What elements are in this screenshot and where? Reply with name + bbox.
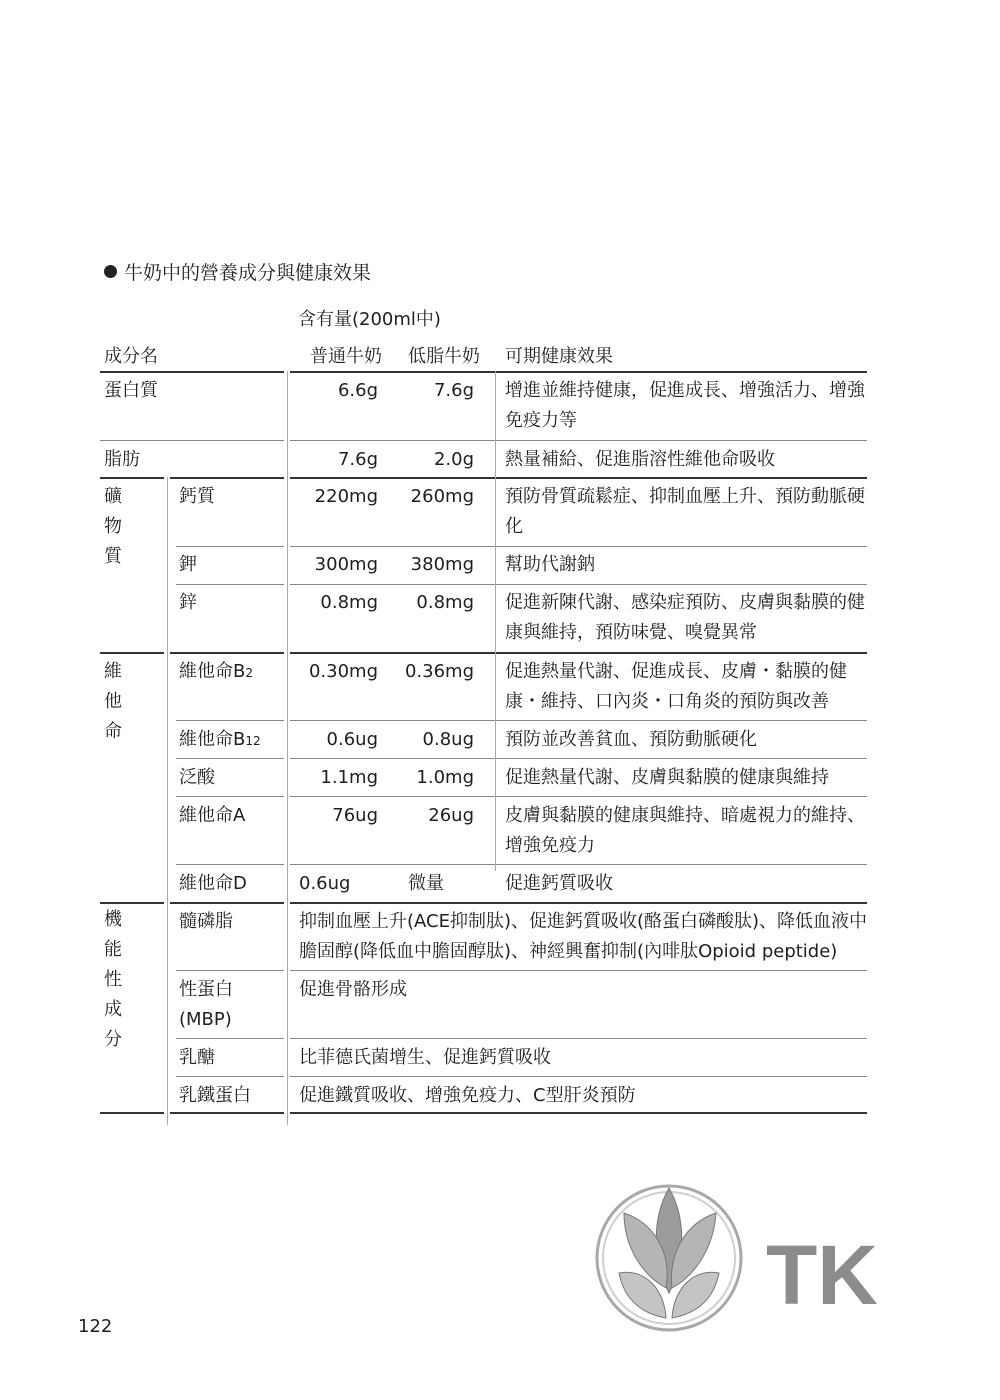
bamboo-leaf-emblem-icon <box>594 1168 944 1358</box>
table-rule <box>290 546 867 547</box>
row-lowfat-value: 0.36mg <box>404 661 474 682</box>
row-effect: 促進熱量代謝、促進成長、皮膚・黏膜的健康・維持、口內炎・口角炎的預防與改善 <box>505 661 847 712</box>
table-rule <box>176 720 284 721</box>
table-rule <box>100 902 164 904</box>
table-rule <box>100 371 284 373</box>
table-rule <box>290 1076 867 1077</box>
row-name: 乳鐵蛋白 <box>179 1085 251 1106</box>
row-regular-value: 300mg <box>314 554 378 575</box>
row-regular-value: 76ug <box>332 805 378 826</box>
table-rule <box>290 440 867 441</box>
row-lowfat-value: 0.8mg <box>416 592 474 613</box>
title-text: 牛奶中的營養成分與健康效果 <box>124 262 372 284</box>
group-label-functional: 機能性成分 <box>104 909 122 1050</box>
row-effect: 預防並改善貧血、預防動脈硬化 <box>505 729 757 750</box>
row-effect: 抑制血壓上升(ACE抑制肽)、促進鈣質吸收(酪蛋白磷酸肽)、降低血液中膽固醇(降低血中膽固醇肽)、神經興奮抑制(內啡肽Opioid peptide) <box>299 911 868 962</box>
row-effect: 比菲德氏菌增生、促進鈣質吸收 <box>299 1047 551 1068</box>
row-name: 脂肪 <box>104 449 140 470</box>
row-name-text: 維他命B <box>179 729 246 750</box>
column-separator <box>167 477 168 1125</box>
row-lowfat-value: 26ug <box>428 805 474 826</box>
tk-logo <box>594 1168 944 1362</box>
table-rule <box>176 864 284 865</box>
row-name-subscript: 2 <box>245 666 253 680</box>
table-rule <box>290 796 867 797</box>
column-header-lowfat: 低脂牛奶 <box>408 346 480 367</box>
row-effect: 預防骨質疏鬆症、抑制血壓上升、預防動脈硬化 <box>505 486 865 537</box>
row-regular-value: 220mg <box>314 486 378 507</box>
row-lowfat-value: 0.8ug <box>422 729 474 750</box>
row-effect: 促進新陳代謝、感染症預防、皮膚與黏膜的健康與維持，預防味覺、嗅覺異常 <box>505 592 865 643</box>
row-lowfat-value: 1.0mg <box>416 767 474 788</box>
column-header-regular: 普通牛奶 <box>310 346 382 367</box>
row-regular-value: 0.6ug <box>326 729 378 750</box>
content-amount-header: 含有量(200ml中) <box>298 309 441 330</box>
table-rule <box>100 652 164 654</box>
row-effect: 幫助代謝鈉 <box>505 554 595 575</box>
table-rule <box>170 477 284 479</box>
page-number: 122 <box>78 1316 113 1337</box>
row-name-text: 維他命B <box>179 661 246 682</box>
table-rule <box>170 902 284 904</box>
table-rule <box>176 584 284 585</box>
table-rule <box>176 796 284 797</box>
column-separator <box>495 371 496 871</box>
row-regular-value: 6.6g <box>337 380 378 401</box>
row-lowfat-value: 微量 <box>408 873 444 894</box>
row-regular-value: 7.6g <box>337 449 378 470</box>
table-rule <box>290 864 867 865</box>
table-rule <box>176 546 284 547</box>
table-rule <box>170 1112 284 1114</box>
row-effect: 增進並維持健康，促進成長、增強活力、增強免疫力等 <box>505 380 865 431</box>
page-title <box>104 258 371 285</box>
row-name: 蛋白質 <box>104 380 158 401</box>
table-rule <box>170 652 284 654</box>
row-effect: 促進鈣質吸收 <box>505 873 613 894</box>
row-name: 鉀 <box>179 554 197 575</box>
table-rule <box>100 477 164 479</box>
table-rule <box>290 477 867 479</box>
bullet-icon <box>104 265 117 278</box>
table-rule <box>100 1112 164 1114</box>
row-name: 維他命A <box>179 805 246 826</box>
table-rule <box>290 652 867 654</box>
column-header-effect: 可期健康效果 <box>505 346 613 367</box>
row-regular-value: 0.6ug <box>299 873 351 894</box>
table-rule <box>176 758 284 759</box>
row-name: 泛酸 <box>179 767 215 788</box>
row-regular-value: 1.1mg <box>320 767 378 788</box>
table-rule <box>290 371 867 373</box>
row-effect: 促進骨骼形成 <box>299 979 407 1000</box>
table-rule <box>290 902 867 904</box>
row-name-subscript: 12 <box>245 734 261 748</box>
table-rule <box>290 720 867 721</box>
row-name: 鋅 <box>179 592 197 613</box>
row-lowfat-value: 380mg <box>410 554 474 575</box>
table-rule <box>290 584 867 585</box>
row-lowfat-value: 7.6g <box>433 380 474 401</box>
row-name: 鈣質 <box>179 486 215 507</box>
table-rule <box>100 440 284 441</box>
table-rule <box>176 1038 284 1039</box>
tk-logo-text: TK <box>766 1228 878 1322</box>
table-rule <box>290 970 867 971</box>
table-rule <box>176 1076 284 1077</box>
row-effect: 促進鐵質吸收、增強免疫力、C型肝炎預防 <box>299 1085 636 1106</box>
column-header-name: 成分名 <box>104 346 158 367</box>
group-label-mineral: 礦物質 <box>104 486 122 567</box>
row-name: 髓磷脂 <box>179 911 233 932</box>
table-rule <box>290 1112 867 1114</box>
row-name <box>179 657 253 688</box>
group-label-vitamin: 維他命 <box>104 661 122 742</box>
row-effect: 促進熱量代謝、皮膚與黏膜的健康與維持 <box>505 767 829 788</box>
table-rule <box>290 758 867 759</box>
row-effect: 熱量補給、促進脂溶性維他命吸收 <box>505 449 775 470</box>
row-name <box>179 725 261 756</box>
table-rule <box>176 970 284 971</box>
row-regular-value: 0.30mg <box>308 661 378 682</box>
row-regular-value: 0.8mg <box>320 592 378 613</box>
row-name: 性蛋白(MBP) <box>179 979 233 1030</box>
row-name: 乳醣 <box>179 1047 215 1068</box>
row-name: 維他命D <box>179 873 247 894</box>
row-effect: 皮膚與黏膜的健康與維持、暗處視力的維持、增強免疫力 <box>505 805 865 856</box>
table-rule <box>290 1038 867 1039</box>
row-lowfat-value: 260mg <box>410 486 474 507</box>
row-lowfat-value: 2.0g <box>433 449 474 470</box>
